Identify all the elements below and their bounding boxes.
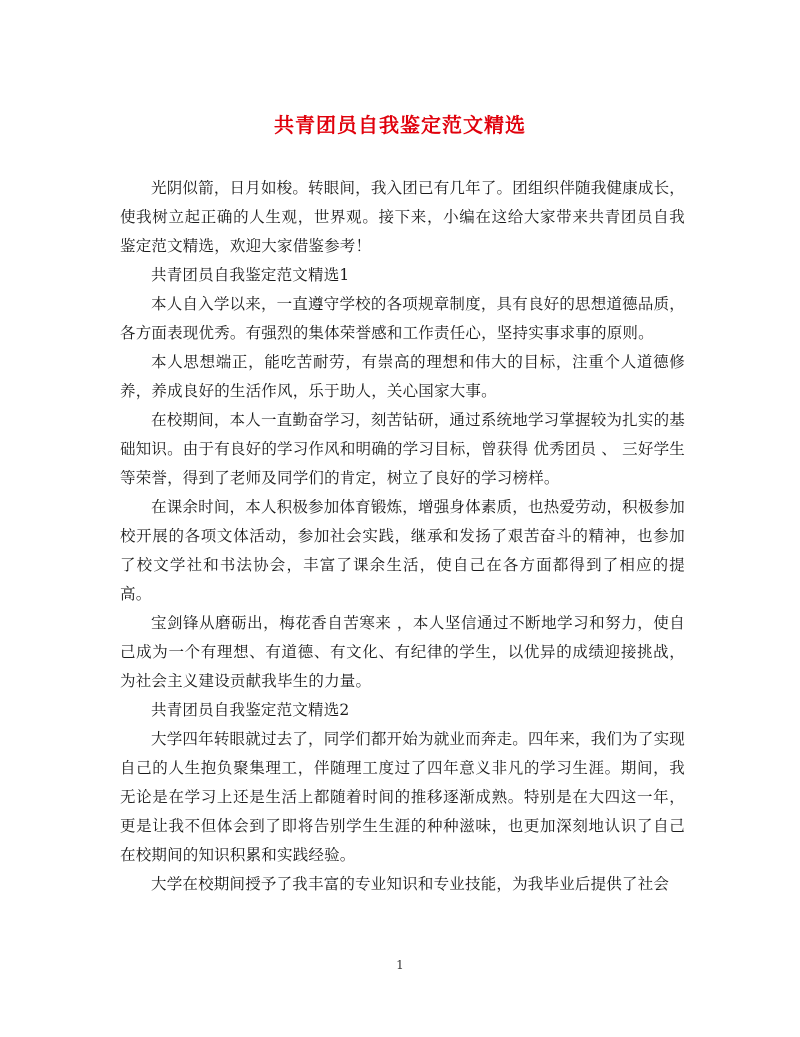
page-number: 1: [396, 958, 404, 972]
section-heading-1: 共青团员自我鉴定范文精选1: [151, 266, 350, 284]
body-paragraph: 本人自入学以来，一直遵守学校的各项规章制度，具有良好的思想道德品质，各方面表现优秀。有强烈的集体荣誉感和工作责任心，坚持实事求事的原则。: [120, 295, 685, 342]
document-title: 共青团员自我鉴定范文精选: [274, 113, 526, 137]
body-paragraph: 大学在校期间授予了我丰富的专业知识和专业技能，为我毕业后提供了社会: [151, 875, 670, 893]
body-paragraph: 宝剑锋从磨砺出，梅花香自苦寒来 ，本人坚信通过不断地学习和努力，使自己成为一个有理想、有道德、有文化、有纪律的学生，以优异的成绩迎接挑战，为社会主义建设贡献我毕生的力量。: [120, 614, 685, 690]
section-heading-2: 共青团员自我鉴定范文精选2: [151, 701, 350, 719]
intro-paragraph: 光阴似箭，日月如梭。转眼间，我入团已有几年了。团组织伴随我健康成长，使我树立起正确的人生观，世界观。接下来，小编在这给大家带来共青团员自我鉴定范文精选，欢迎大家借鉴参考！: [120, 179, 685, 255]
body-paragraph: 本人思想端正，能吃苦耐劳，有崇高的理想和伟大的目标，注重个人道德修养，养成良好的生活作风，乐于助人，关心国家大事。: [120, 353, 685, 400]
body-paragraph: 在校期间，本人一直勤奋学习，刻苦钻研，通过系统地学习掌握较为扎实的基础知识。由于有良好的学习作风和明确的学习目标，曾获得 优秀团员 、 三好学生 等荣誉，得到了老师及同学们的肯定，树立了良好的学习榜样。: [120, 411, 685, 487]
body-paragraph: 大学四年转眼就过去了，同学们都开始为就业而奔走。四年来，我们为了实现自己的人生抱负聚集理工，伴随理工度过了四年意义非凡的学习生涯。期间，我无论是在学习上还是生活上都随着时间的推移逐渐成熟。特别是在大四这一年，更是让我不但体会到了即将告别学生生涯的种种滋味，也更加深刻地认识了自己在校期间的知识积累和实践经验。: [120, 730, 685, 864]
body-paragraph: 在课余时间，本人积极参加体育锻炼，增强身体素质，也热爱劳动，积极参加校开展的各项文体活动，参加社会实践，继承和发扬了艰苦奋斗的精神，也参加了校文学社和书法协会，丰富了课余生活，使自己在各方面都得到了相应的提高。: [120, 498, 685, 603]
document-body: [120, 174, 685, 899]
